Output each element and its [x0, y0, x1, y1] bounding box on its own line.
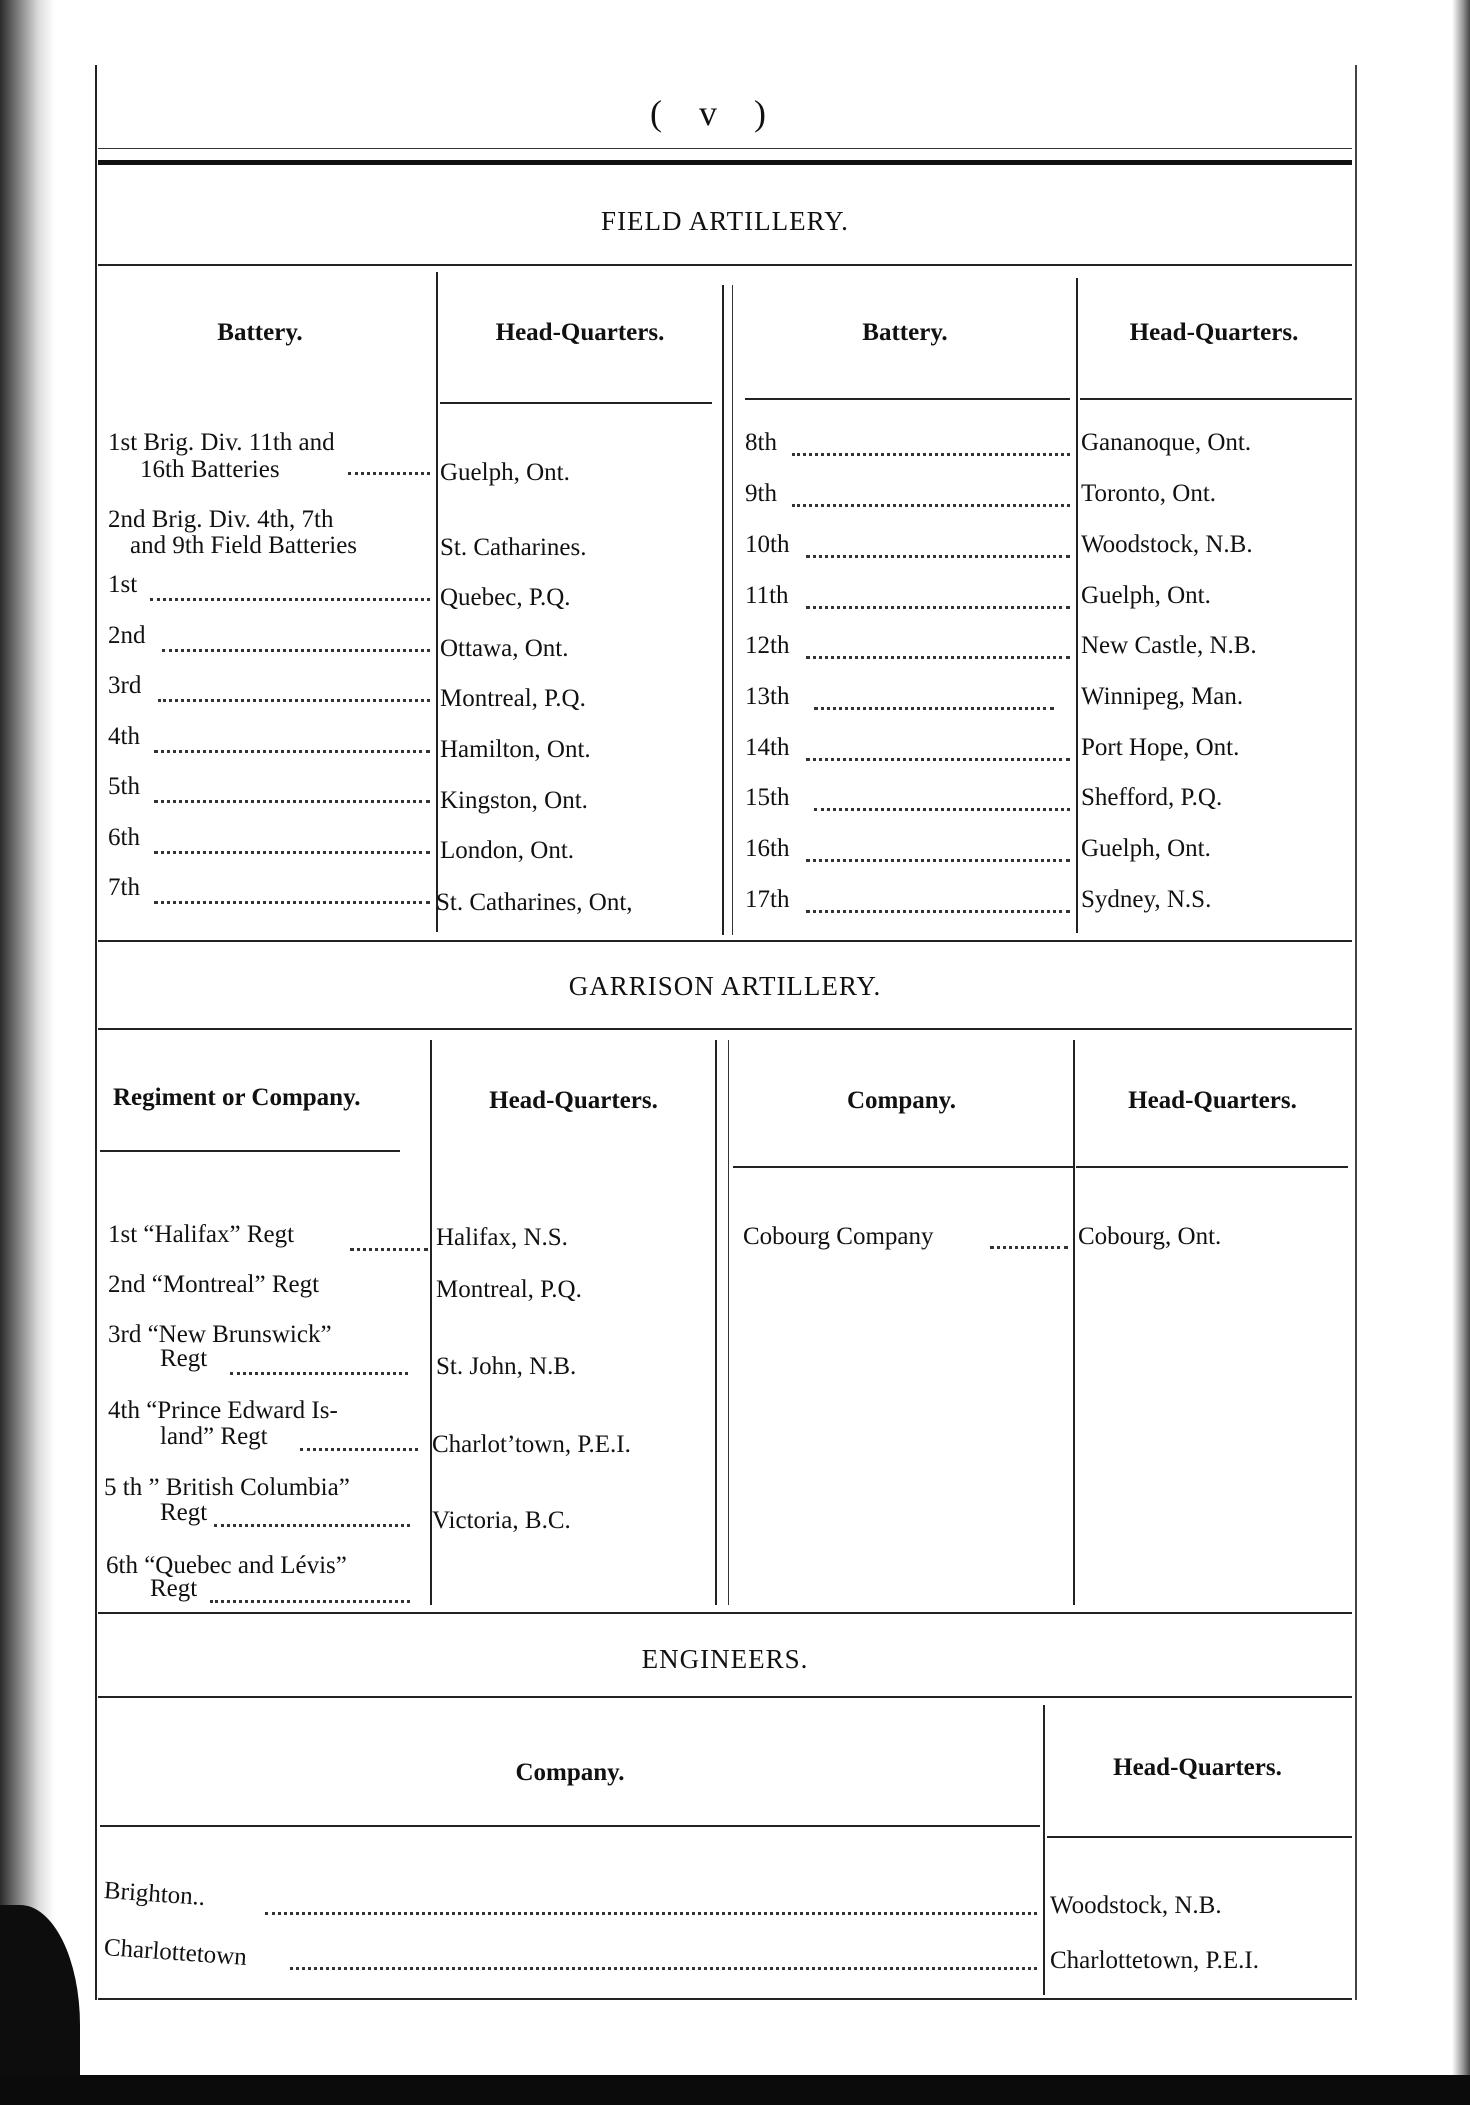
section-title-engineers: ENGINEERS.	[641, 1644, 809, 1674]
column-divider	[728, 1040, 729, 1605]
column-header: Head-Quarters.	[489, 1087, 658, 1114]
battery-label: 14th	[745, 734, 790, 761]
leader-dots	[806, 758, 1070, 761]
headquarters: Kingston, Ont.	[440, 787, 588, 814]
column-header: Company.	[846, 1087, 957, 1114]
regiment-label: Regt	[160, 1345, 208, 1372]
headquarters: New Castle, N.B.	[1081, 632, 1257, 659]
leader-dots	[806, 859, 1070, 862]
rule	[98, 148, 1352, 149]
leader-dots	[792, 504, 1070, 507]
leader-dots	[348, 472, 430, 475]
regiment-label: Regt	[150, 1575, 198, 1602]
battery-label: 9th	[745, 480, 777, 507]
battery-label: 3rd	[108, 672, 142, 699]
section-title-garrison-artillery: GARRISON ARTILLERY.	[568, 971, 882, 1001]
header-underline	[1080, 398, 1352, 400]
headquarters: Charlottetown, P.E.I.	[1050, 1947, 1260, 1974]
column-divider	[732, 285, 733, 935]
rule	[98, 1612, 1352, 1614]
battery-label: 16th Batteries	[140, 456, 280, 483]
regiment-label: 3rd “New Brunswick”	[108, 1321, 332, 1348]
leader-dots	[350, 1248, 428, 1251]
leader-dots	[154, 750, 430, 753]
battery-label: 12th	[745, 632, 790, 659]
battery-label: 1st	[108, 571, 138, 598]
page-number: ( v )	[650, 93, 780, 133]
rule	[98, 1696, 1352, 1698]
leader-dots	[150, 598, 430, 601]
headquarters: Halifax, N.S.	[436, 1224, 568, 1251]
rule	[98, 940, 1352, 942]
headquarters: Winnipeg, Man.	[1081, 683, 1244, 710]
battery-label: 13th	[745, 683, 790, 710]
column-divider	[1043, 1705, 1045, 1995]
regiment-label: Regt	[160, 1499, 208, 1526]
headquarters: Montreal, P.Q.	[440, 685, 586, 712]
headquarters: Charlot’town, P.E.I.	[432, 1431, 631, 1458]
battery-label: 2nd	[108, 622, 146, 649]
battery-label: 5th	[108, 773, 140, 800]
headquarters: London, Ont.	[440, 837, 575, 864]
battery-label: 17th	[745, 886, 790, 913]
battery-label: 10th	[745, 531, 790, 558]
leader-dots	[792, 453, 1070, 456]
headquarters: Guelph, Ont.	[1081, 835, 1211, 862]
leader-dots	[806, 656, 1070, 659]
leader-dots	[162, 649, 430, 652]
section-title-field-artillery: FIELD ARTILLERY.	[601, 206, 849, 236]
rule	[98, 1998, 1352, 2000]
headquarters: St. Catharines, Ont,	[436, 889, 633, 916]
battery-label: 1st Brig. Div. 11th and	[108, 429, 335, 456]
company-label: Charlottetown	[103, 1934, 248, 1971]
column-divider	[1076, 278, 1078, 933]
battery-label: 2nd Brig. Div. 4th, 7th	[108, 506, 334, 533]
leader-dots	[990, 1246, 1068, 1249]
leader-dots	[154, 851, 430, 854]
battery-label: and 9th Field Batteries	[130, 532, 358, 559]
headquarters: Hamilton, Ont.	[440, 736, 591, 763]
leader-dots	[806, 910, 1070, 913]
headquarters: Ottawa, Ont.	[440, 635, 569, 662]
header-underline	[100, 1825, 1040, 1827]
headquarters: Cobourg, Ont.	[1078, 1223, 1222, 1250]
headquarters: Port Hope, Ont.	[1081, 734, 1240, 761]
battery-label: 16th	[745, 835, 790, 862]
headquarters: Woodstock, N.B.	[1081, 531, 1253, 558]
battery-label: 15th	[745, 784, 790, 811]
column-divider	[715, 1040, 717, 1605]
battery-label: 8th	[745, 429, 777, 456]
page-edge-right	[1452, 0, 1470, 2105]
battery-label: 7th	[108, 874, 140, 901]
rule-thick	[98, 160, 1352, 165]
column-header: Head-Quarters.	[1129, 319, 1299, 346]
headquarters: Toronto, Ont.	[1081, 480, 1217, 507]
leader-dots	[154, 800, 430, 803]
header-underline	[100, 1150, 400, 1152]
headquarters: Victoria, B.C.	[432, 1507, 571, 1534]
leader-dots	[806, 555, 1070, 558]
column-header: Battery.	[862, 319, 948, 346]
leader-dots	[230, 1372, 408, 1375]
rule	[98, 1028, 1352, 1030]
battery-label: 6th	[108, 824, 140, 851]
headquarters: Gananoque, Ont.	[1081, 429, 1252, 456]
leader-dots	[814, 808, 1070, 811]
headquarters: St. Catharines.	[440, 534, 587, 561]
headquarters: Guelph, Ont.	[1081, 582, 1211, 609]
headquarters: Sydney, N.S.	[1081, 886, 1212, 913]
header-underline	[733, 1166, 1073, 1168]
header-underline	[1047, 1836, 1352, 1838]
header-underline	[1076, 1166, 1348, 1168]
battery-label: 11th	[745, 582, 789, 609]
company-label: Cobourg Company	[743, 1223, 934, 1250]
battery-label: 4th	[108, 723, 140, 750]
regiment-label: 4th “Prince Edward Is-	[108, 1397, 338, 1424]
leader-dots	[265, 1912, 1037, 1915]
column-divider	[722, 285, 724, 935]
leader-dots	[214, 1524, 410, 1527]
column-divider	[1073, 1040, 1075, 1605]
leader-dots	[806, 606, 1070, 609]
headquarters: Montreal, P.Q.	[436, 1276, 582, 1303]
headquarters: Shefford, P.Q.	[1081, 784, 1223, 811]
column-header: Regiment or Company.	[113, 1084, 361, 1111]
company-label: Brighton..	[103, 1877, 207, 1912]
leader-dots	[154, 901, 430, 904]
page-frame	[95, 65, 1357, 2000]
leader-dots	[158, 699, 430, 702]
headquarters: Woodstock, N.B.	[1050, 1892, 1222, 1919]
rule	[98, 264, 1352, 266]
column-header: Head-Quarters.	[1113, 1754, 1282, 1781]
leader-dots	[814, 707, 1054, 710]
headquarters: Guelph, Ont.	[440, 459, 570, 486]
page-edge-bottom	[0, 2075, 1470, 2105]
leader-dots	[290, 1967, 1037, 1970]
column-divider	[436, 272, 438, 932]
leader-dots	[210, 1600, 410, 1603]
column-header: Company.	[515, 1759, 625, 1786]
regiment-label: 5 th ” British Columbia”	[104, 1474, 350, 1501]
regiment-label: land” Regt	[160, 1423, 268, 1450]
regiment-label: 6th “Quebec and Lévis”	[106, 1552, 347, 1579]
regiment-label: 1st “Halifax” Regt	[108, 1221, 295, 1248]
column-header: Battery.	[217, 319, 303, 346]
header-underline	[745, 398, 1070, 400]
headquarters: Quebec, P.Q.	[440, 584, 571, 611]
leader-dots	[300, 1448, 418, 1451]
page-binding-shadow	[0, 0, 55, 2105]
regiment-label: 2nd “Montreal” Regt	[108, 1271, 320, 1298]
column-header: Head-Quarters.	[1128, 1087, 1297, 1114]
header-underline	[440, 402, 712, 404]
column-header: Head-Quarters.	[495, 319, 665, 346]
headquarters: St. John, N.B.	[436, 1353, 577, 1380]
